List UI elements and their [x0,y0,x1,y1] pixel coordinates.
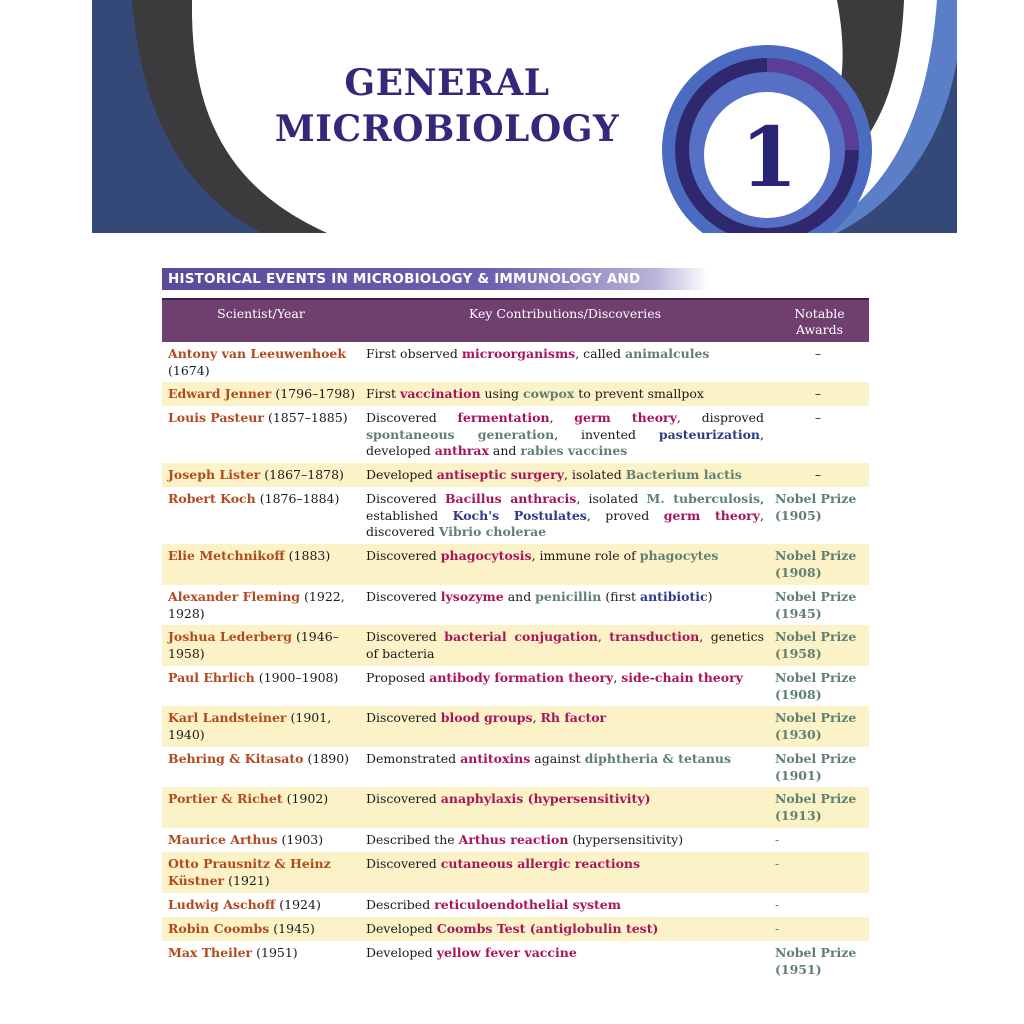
term: phagocytes [639,548,719,563]
contribution-cell [366,589,764,606]
scientist-cell [168,856,358,889]
scientist-name: Karl Landsteiner [168,710,287,725]
scientist-cell [168,629,358,662]
scientist-year: (1922, 1928) [168,589,345,621]
text: Discovered [366,548,441,563]
term: reticuloendothelial system [434,897,621,912]
award-cell: Nobel Prize (1901) [775,751,857,783]
text: First observed [366,346,462,361]
text: Proposed [366,670,430,685]
scientist-cell [168,670,358,687]
term: blood groups [440,710,533,725]
contribution-cell [366,386,764,403]
scientist-cell [168,945,358,962]
scientist-name: Max Theiler [168,945,253,960]
scientist-name: Joseph Lister [168,467,261,482]
term: antibody formation theory [429,670,614,685]
term: M. tuberculosis [646,491,760,506]
scientist-name: Antony van Leeuwenhoek [168,346,347,361]
scientist-year: (1924) [279,897,321,912]
text: to prevent smallpox [574,386,704,401]
header-scientist: Scientist/Year [217,306,305,321]
section-heading-text: HISTORICAL EVENTS IN MICROBIOLOGY & IMMUNOLOGY AND [168,271,641,287]
term: Koch's Postulates [452,507,587,523]
scientist-year: (1867–1878) [264,467,344,482]
text: , isolated [576,491,647,506]
contribution-cell [366,710,764,727]
award-cell: – [814,386,822,401]
term: cowpox [523,386,575,401]
award-cell: Nobel Prize (1930) [775,710,857,742]
header-contributions: Key Contributions/Discoveries [468,306,662,321]
award-cell: - [775,832,780,847]
scientist-cell [168,751,358,768]
text: Discovered [366,856,441,871]
text: and [503,589,536,604]
text: , proved [586,507,664,523]
award-cell: Nobel Prize (1908) [775,670,857,702]
award-cell: – [814,346,822,361]
header-awards [770,306,869,338]
text: , developed [366,426,764,458]
scientist-cell [168,548,358,565]
award-cell: Nobel Prize (1905) [775,491,857,523]
contribution-cell [366,791,764,808]
text: (hypersensitivity) [568,832,684,847]
scientist-name: Otto Prausnitz & Heinz Küstner [168,856,331,888]
term: microorganisms [461,346,576,361]
text: Discovered [366,589,441,604]
scientist-cell [168,410,358,427]
term: Arthus reaction [458,832,569,847]
contribution-cell [366,751,764,768]
term: pasteurization [658,426,761,442]
scientist-year: (1951) [256,945,298,960]
text: Demonstrated [366,751,461,766]
scientist-year: (1946–1958) [168,629,339,661]
scientist-year: (1901, 1940) [168,710,332,742]
table-row [162,893,869,917]
award-cell: – [814,467,822,482]
table-row [162,406,869,463]
term: transduction [609,629,700,644]
chapter-title [92,60,802,152]
scientist-cell [168,897,358,914]
scientist-cell [168,386,358,403]
contribution-cell [366,491,764,541]
scientist-name: Robin Coombs [168,921,270,936]
contribution-cell [366,410,764,460]
scientist-year: (1674) [168,362,210,378]
text: , called [575,346,626,361]
text: , discovered [366,507,765,539]
text: Developed [366,921,437,936]
contribution-cell [366,467,764,484]
term: vaccination [400,386,481,401]
chapter-banner [92,0,957,233]
term: yellow fever vaccine [436,945,577,960]
text: , genetics of bacteria [366,629,764,661]
contribution-cell [366,832,764,849]
term: anaphylaxis (hypersensitivity) [440,791,651,806]
text: , [613,670,622,685]
chapter-number: 1 [740,110,798,206]
term: germ theory [574,410,677,425]
scientist-year: (1900–1908) [258,670,339,685]
term: cutaneous allergic reactions [440,856,641,871]
term: antibiotic [639,589,708,604]
text: First [366,386,401,401]
term: Vibrio cholerae [438,524,547,539]
text: Developed [366,945,437,960]
text: against [530,751,585,766]
scientist-year: (1796–1798) [275,386,356,401]
scientist-year: (1903) [281,832,324,847]
contribution-cell [366,945,764,962]
scientist-name: Joshua Lederberg [168,629,292,644]
table-row [162,666,869,706]
table-row [162,463,869,487]
award-cell: - [775,856,780,871]
term: side-chain theory [621,670,743,685]
scientist-name: Ludwig Aschoff [168,897,276,912]
text: ) [707,589,713,604]
award-cell: - [775,921,780,936]
table-row [162,382,869,406]
text: Described the [366,832,459,847]
award-cell: Nobel Prize (1908) [775,548,857,580]
scientist-cell [168,832,358,849]
text: Developed [366,467,437,482]
term: fermentation [457,410,550,425]
scientist-cell [168,491,358,508]
chapter-title-line2: MICROBIOLOGY [274,108,620,150]
table-row [162,852,869,893]
term: antiseptic surgery [436,467,564,482]
term: diphtheria & tetanus [584,751,731,766]
text: (first [601,589,640,604]
text: , disproved [676,410,764,425]
scientist-year: (1902) [286,791,329,806]
contribution-cell [366,856,764,873]
table-row [162,747,869,787]
scientist-year: (1857–1885) [267,410,348,425]
contribution-cell [366,670,764,687]
text: , [532,710,541,725]
scientist-cell [168,791,358,808]
award-cell: - [775,897,780,912]
text: Discovered [366,491,445,506]
term: animalcules [625,346,710,361]
text: Described [366,897,435,912]
scientist-cell [168,467,358,484]
table-row [162,487,869,544]
text: using [480,386,523,401]
term: bacterial conjugation [444,629,598,644]
scientist-year: (1890) [307,751,350,766]
contribution-cell [366,548,764,565]
term: lysozyme [440,589,504,604]
contribution-cell [366,921,764,938]
table-row [162,625,869,666]
table-row [162,787,869,828]
term: anthrax [434,443,489,458]
header-awards-line1: Notable [794,306,845,321]
table-row [162,544,869,585]
text: and [488,443,521,458]
chapter-title-line1: GENERAL [344,62,550,104]
scientist-name: Portier & Richet [168,791,283,806]
term: phagocytosis [440,548,532,563]
term: germ theory [663,507,761,523]
scientist-name: Robert Koch [168,491,256,506]
scientist-year: (1921) [228,872,270,888]
scientist-name: Alexander Fleming [168,589,301,604]
term: Bacillus anthracis [444,491,577,506]
text: Discovered [366,629,445,644]
scientist-cell [168,589,358,622]
table-header [162,298,869,342]
text: Discovered [366,791,441,806]
term: spontaneous generation [366,426,555,442]
scientist-year: (1883) [288,548,331,563]
text: , [549,410,575,425]
contribution-cell [366,629,764,662]
text: , [597,629,610,644]
term: Rh factor [540,710,607,725]
scientist-year: (1876–1884) [259,491,340,506]
term: Coombs Test (antiglobulin test) [436,921,659,936]
text: , immune role of [531,548,640,563]
scientist-name: Edward Jenner [168,386,272,401]
text: , established [366,491,764,523]
award-cell: Nobel Prize (1913) [775,791,857,823]
scientist-name: Behring & Kitasato [168,751,304,766]
term: rabies vaccines [520,443,628,458]
text: , isolated [563,467,626,482]
header-awards-line2: Awards [795,322,843,337]
contribution-cell [366,346,764,363]
scientist-cell [168,710,358,743]
table-row [162,917,869,941]
scientist-cell [168,921,358,938]
section-heading [162,268,708,290]
scientist-name: Maurice Arthus [168,832,278,847]
text: Discovered [366,410,458,425]
scientist-year: (1945) [273,921,315,936]
term: penicillin [535,589,602,604]
term: antitoxins [460,751,531,766]
scientist-name: Elie Metchnikoff [168,548,285,563]
table-row [162,585,869,625]
award-cell: Nobel Prize (1945) [775,589,857,621]
scientist-name: Paul Ehrlich [168,670,255,685]
award-cell: Nobel Prize (1958) [775,629,857,661]
table-row [162,342,869,382]
table-row [162,706,869,747]
text: , invented [554,426,659,442]
award-cell: Nobel Prize (1951) [775,945,857,977]
scientist-name: Louis Pasteur [168,410,264,425]
history-table [162,298,869,981]
text: Discovered [366,710,441,725]
scientist-cell [168,346,358,379]
table-row [162,941,869,981]
table-row [162,828,869,852]
contribution-cell [366,897,764,914]
term: Bacterium lactis [625,467,742,482]
award-cell: – [814,410,822,425]
